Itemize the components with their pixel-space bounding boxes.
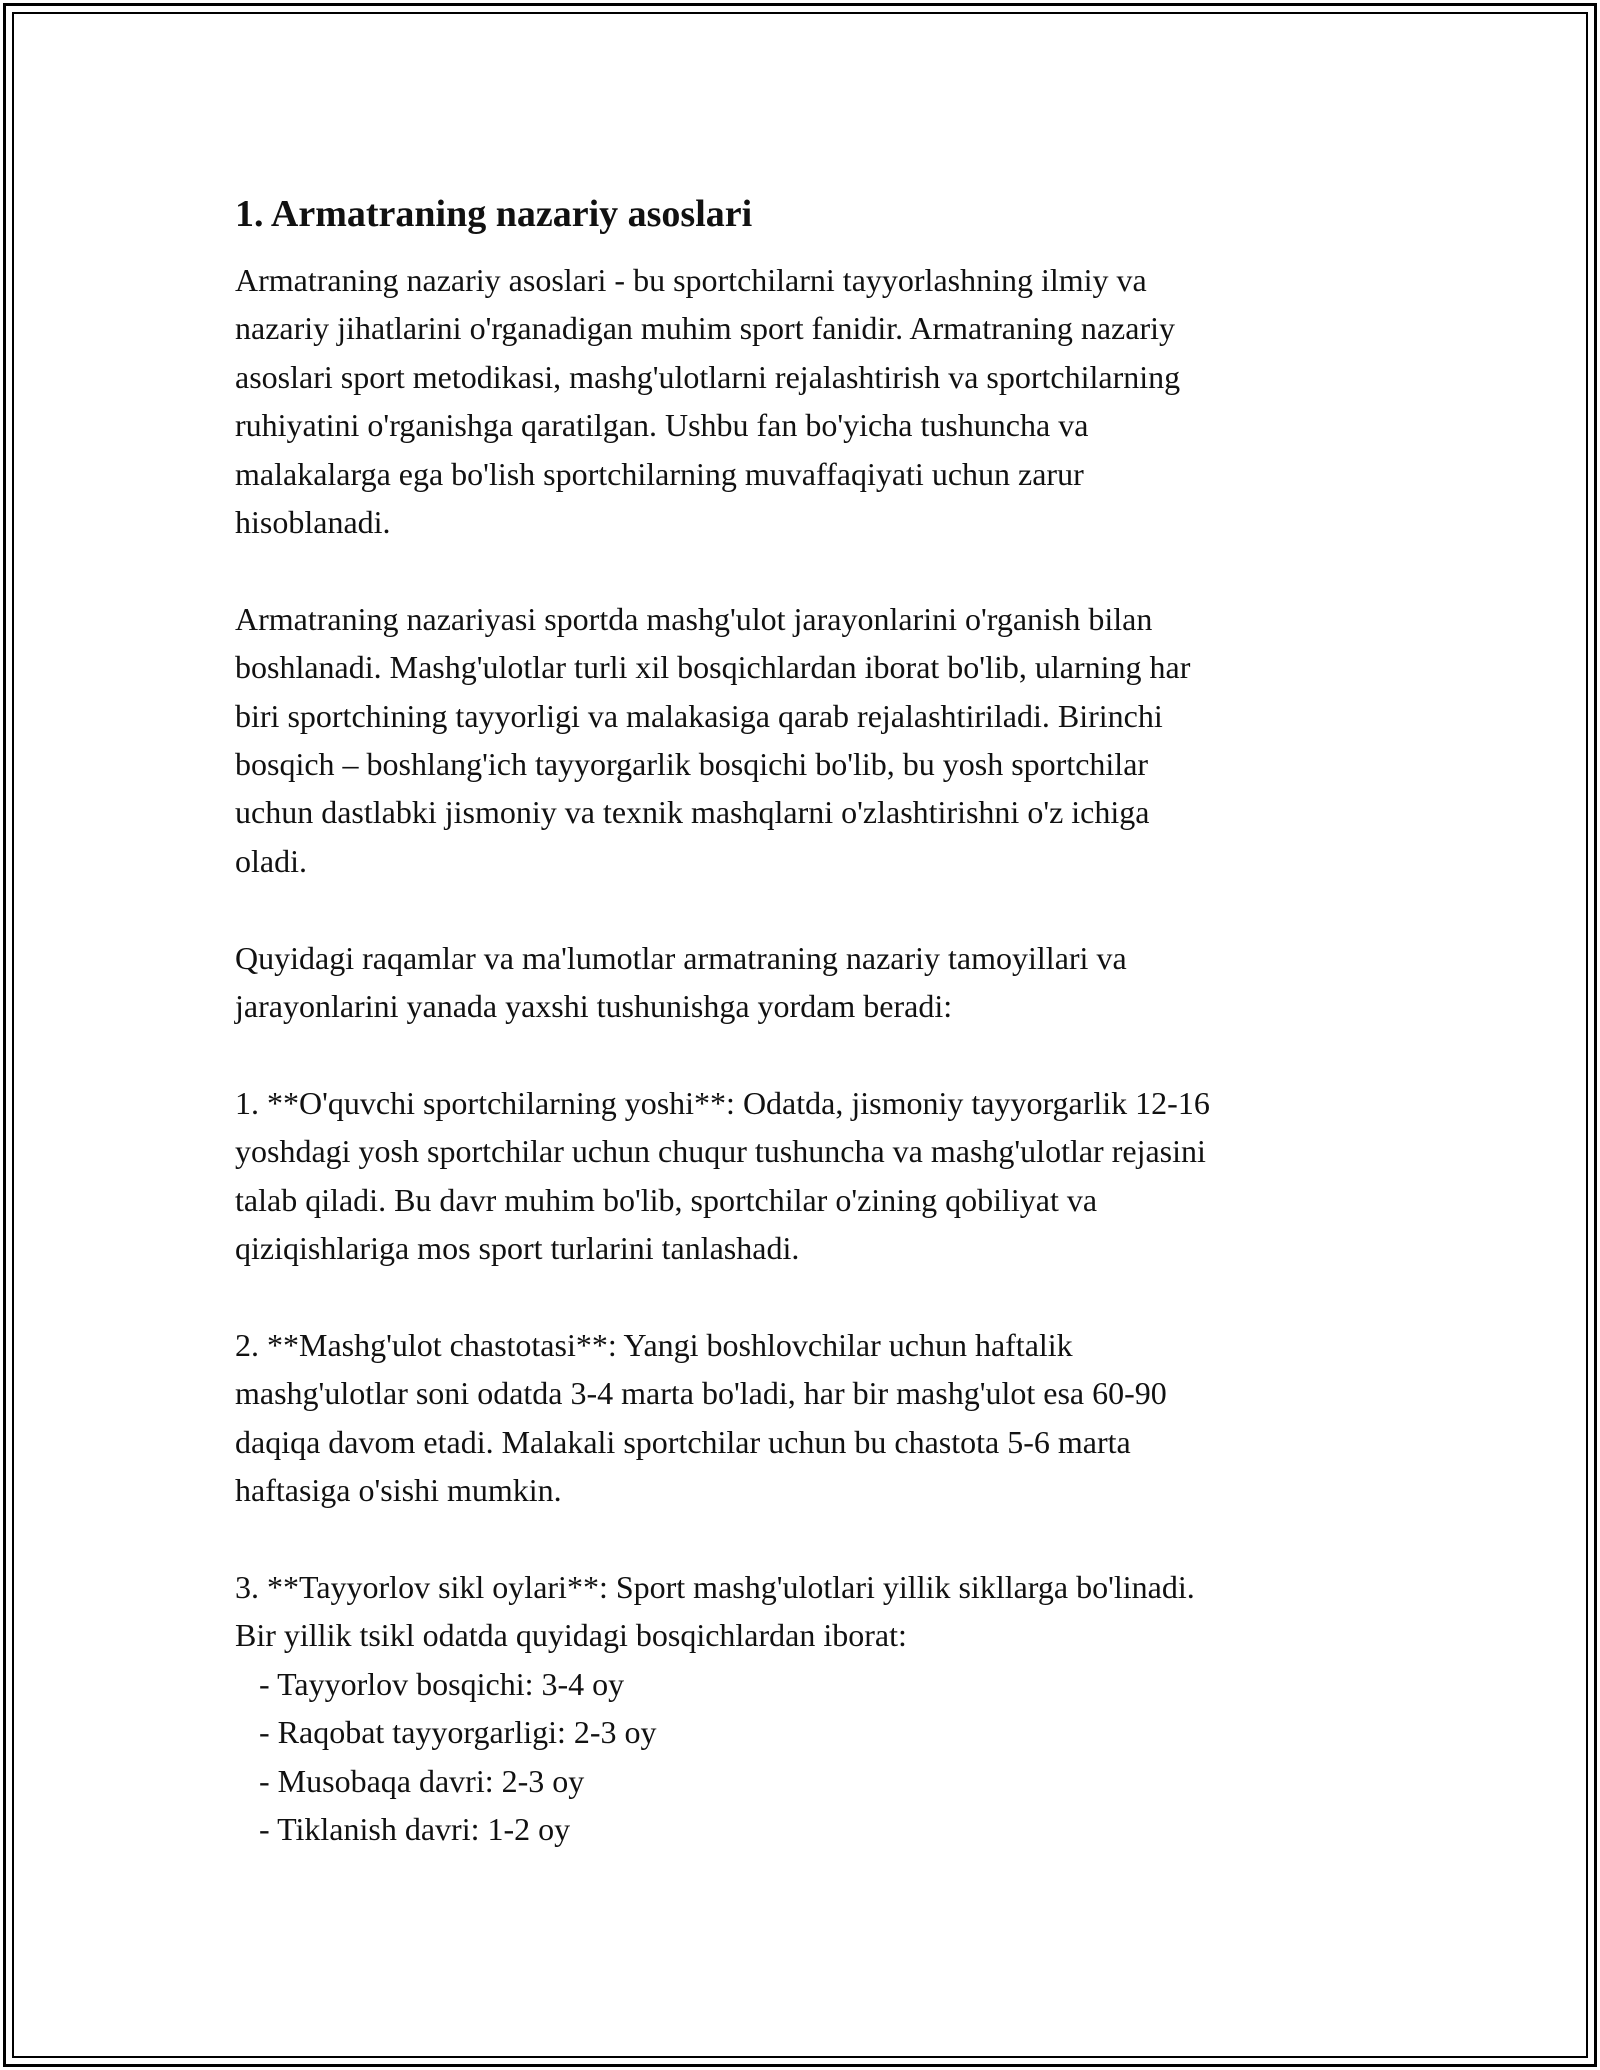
document-body <box>235 188 1365 1853</box>
list-item-age: 1. **O'quvchi sportchilarning yoshi**: Odatda, jismoniy tayyorgarlik 12-16 yoshdagi yosh sportchilar uchun chuqur tushuncha va mashg'ulotlar rejasini talab qiladi. Bu davr muhim bo'lib, sportchilar o'zining qobiliyat va qiziqishlariga mos sport turlarini tanlashadi. <box>235 1084 1210 1267</box>
paragraph-gap <box>235 1272 1365 1320</box>
paragraph-gap <box>235 1030 1365 1078</box>
section-heading: 1. Armatraning nazariy asoslari <box>235 193 753 235</box>
paragraph-gap <box>235 885 1365 933</box>
paragraph-gap <box>235 546 1365 594</box>
list-item-cycle: 3. **Tayyorlov sikl oylari**: Sport mashg'ulotlari yillik sikllarga bo'linadi. Bir yillik tsikl odatda quyidagi bosqichlardan iborat: - Tayyorlov bosqichi: 3-4 oy - Raqobat tayyorgarligi: 2-3 oy - Musobaqa davri: 2-3 oy - Tiklanish davri: 1-2 oy <box>235 1568 1195 1847</box>
list-item-frequency: 2. **Mashg'ulot chastotasi**: Yangi boshlovchilar uchun haftalik mashg'ulotlar soni odatda 3-4 marta bo'ladi, har bir mashg'ulot esa 60-90 daqiqa davom etadi. Malakali sportchilar uchun bu chastota 5-6 marta haftasiga o'sishi mumkin. <box>235 1326 1167 1509</box>
paragraph-intro: Armatraning nazariy asoslari - bu sportchilarni tayyorlashning ilmiy va nazariy jihatlarini o'rganadigan muhim sport fanidir. Armatraning nazariy asoslari sport metodikasi, mashg'ulotlarni rejalashtirish va sportchilarning ruhiyatini o'rganishga qaratilgan. Ushbu fan bo'yicha tushuncha va malakalarga ega bo'lish sportchilarning muvaffaqiyati uchun zarur hisoblanadi. <box>235 262 1181 541</box>
paragraph-gap <box>235 1515 1365 1563</box>
paragraph-theory: Armatraning nazariyasi sportda mashg'ulot jarayonlarini o'rganish bilan boshlanadi. Mashg'ulotlar turli xil bosqichlardan iborat bo'lib, ularning har biri sportchining tayyorligi va malakasiga qarab rejalashtiriladi. Birinchi bosqich – boshlang'ich tayyorgarlik bosqichi bo'lib, bu yosh sportchilar uchun dastlabki jismoniy va texnik mashqlarni o'zlashtirishni o'z ichiga oladi. <box>235 600 1191 879</box>
paragraph-figures-intro: Quyidagi raqamlar va ma'lumotlar armatraning nazariy tamoyillari va jarayonlarini yanada yaxshi tushunishga yordam beradi: <box>235 939 1127 1025</box>
